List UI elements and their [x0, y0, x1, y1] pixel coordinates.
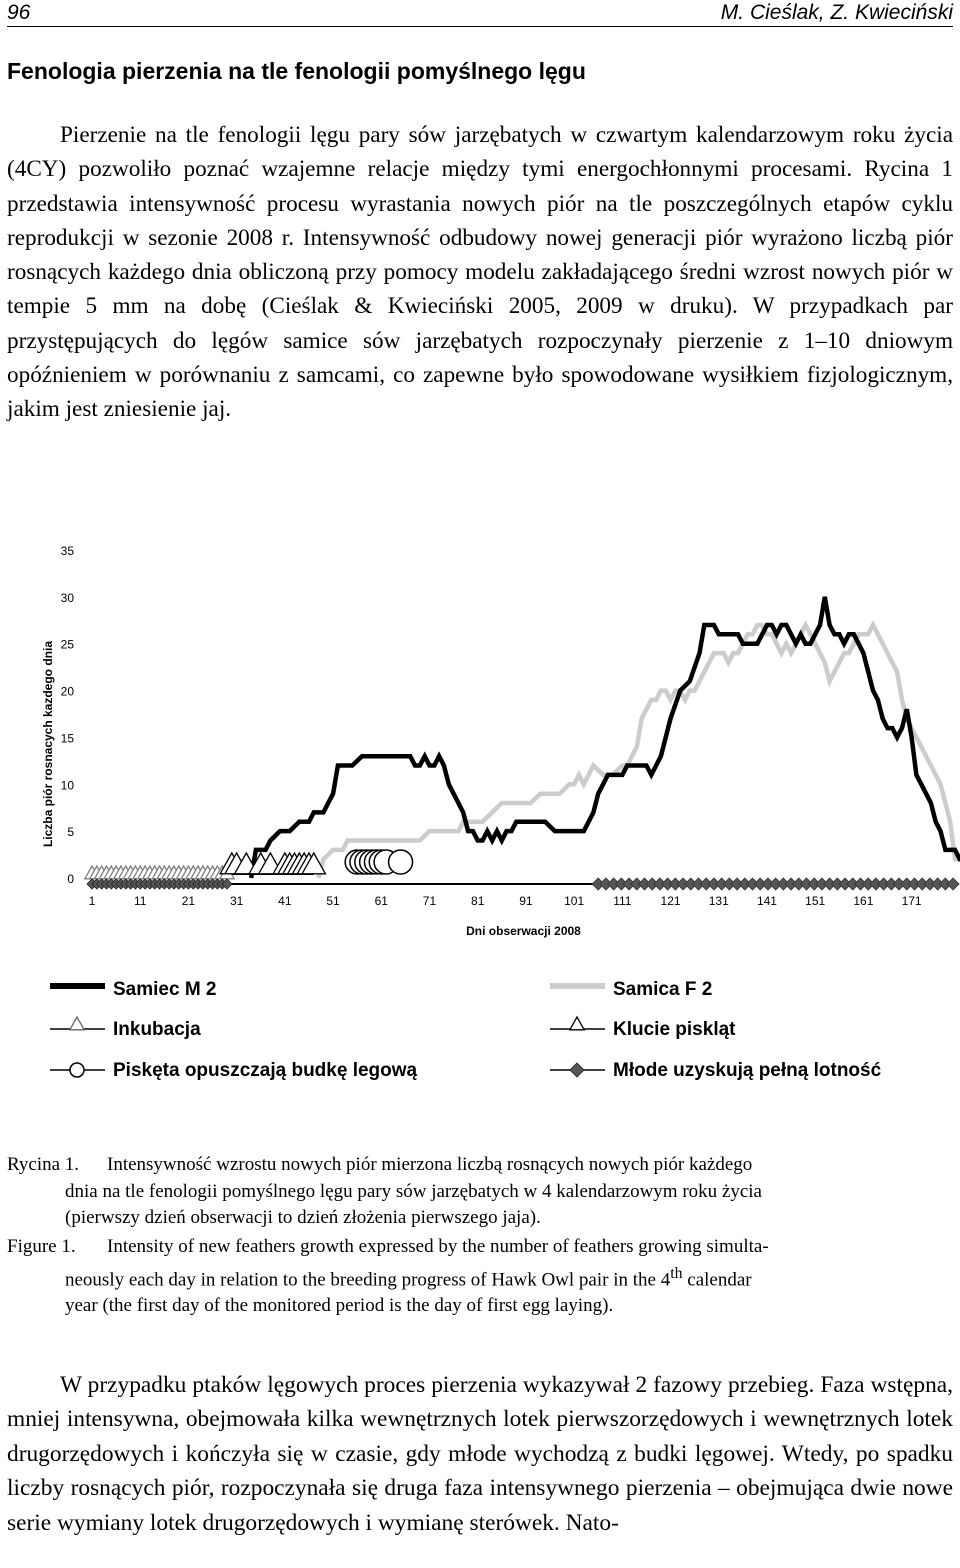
y-tick-label: 20: [60, 684, 74, 699]
y-tick-label: 0: [67, 872, 74, 886]
legend-marker: [70, 1017, 84, 1030]
x-tick-label: 1: [88, 894, 96, 908]
caption-label-en: Figure 1.: [7, 1236, 76, 1257]
x-tick-label: 111: [613, 894, 632, 908]
chart-markers: [85, 850, 959, 890]
caption-en-superscript: th: [670, 1264, 683, 1282]
fledging-marker: [389, 850, 413, 874]
x-tick-label: 51: [326, 894, 340, 908]
x-tick-label: 31: [229, 894, 244, 908]
y-axis-title: Liczba piór rosnacych kazdego dnia: [41, 640, 55, 848]
x-tick-label: 141: [756, 894, 777, 908]
caption-label-pl: Rycina 1.: [7, 1154, 80, 1175]
x-tick-label: 11: [133, 894, 147, 908]
y-tick-label: 30: [60, 590, 74, 605]
legend-label: Piskęta opuszczają budkę legową: [113, 1060, 418, 1081]
body-paragraph-2: W przypadku ptaków lęgowych proces pierzenia wykazywał 2 fazowy przebieg. Faza wstępna, mniej intensywna, obejmowała kilka wewnętrznych lotek pierwszorzędowych i wewnętrznych lotek drugorzędowych i kończyła się w czasie, gdy młode wychodzą z budki lęgowej. Wtedy, po spadku liczby rosnących piór, rozpoczynała się druga faza intensywnego pierzenia – obejmująca dwie nowe serie wymiany lotek drugorzędowych i wymianę sterówek. Nato-: [7, 1372, 953, 1536]
figure-caption-english: [7, 1234, 953, 1320]
y-tick-label: 5: [67, 825, 74, 840]
x-tick-label: 81: [471, 894, 485, 908]
feather-growth-chart: [0, 540, 960, 1100]
x-tick-label: 71: [422, 894, 437, 908]
legend-marker: [570, 1063, 584, 1077]
caption-pl-line1: Intensywność wzrostu nowych piór mierzona liczbą rosnących nowych piór każdego: [107, 1154, 753, 1175]
caption-en-line2-pre: neously each day in relation to the breeding progress of Hawk Owl pair in the 4: [65, 1268, 671, 1290]
legend-label: Młode uzyskują pełną lotność: [613, 1060, 882, 1081]
flight-marker: [947, 878, 959, 890]
page-number: 96: [7, 1, 31, 24]
figure-caption-polish: [7, 1152, 953, 1232]
x-tick-label: 101: [564, 894, 585, 908]
caption-pl-line2: dnia na tle fenologii pomyślnego lęgu pary sów jarzębatych w 4 kalendarzowym roku życia: [65, 1180, 762, 1202]
legend-marker: [70, 1063, 84, 1077]
legend-label: Inkubacja: [113, 1019, 201, 1040]
section-heading: Fenologia pierzenia na tle fenologii pomyślnego lęgu: [7, 58, 586, 84]
chart-series-lines: [251, 597, 960, 878]
caption-en-line3: year (the first day of the monitored period is the day of first egg laying).: [65, 1295, 614, 1317]
caption-en-line1: Intensity of new feathers growth expressed by the number of feathers growing simulta-: [107, 1236, 769, 1257]
x-tick-label: 151: [805, 894, 826, 908]
running-authors: M. Cieślak, Z. Kwieciński: [720, 1, 953, 24]
running-header: [7, 0, 953, 27]
x-tick-label: 161: [853, 894, 874, 908]
legend-label: Klucie piskląt: [613, 1019, 736, 1040]
x-tick-label: 41: [278, 894, 292, 908]
x-axis-title: Dni obserwacji 2008: [466, 924, 581, 938]
y-tick-label: 15: [60, 731, 74, 746]
caption-pl-line3: (pierwszy dzień obserwacji to dzień złożenia pierwszego jaja).: [65, 1207, 541, 1228]
caption-en-line2-post: calendar: [682, 1268, 752, 1290]
x-tick-label: 131: [708, 894, 729, 908]
x-tick-label: 21: [181, 894, 196, 908]
chart-legend: [50, 979, 882, 1081]
x-tick-label: 171: [901, 894, 922, 908]
legend-label: Samica F 2: [613, 979, 713, 1000]
legend-marker: [570, 1017, 584, 1030]
y-tick-label: 25: [60, 637, 74, 652]
x-tick-label: 121: [660, 894, 681, 908]
x-tick-label: 91: [519, 894, 533, 908]
y-tick-label: 35: [60, 544, 74, 558]
x-tick-label: 61: [374, 894, 388, 908]
body-paragraph-1: Pierzenie na tle fenologii lęgu pary sów jarzębatych w czwartym kalendarzowym roku życia (4CY) pozwoliło poznać wzajemne relacje między tymi energochłonnymi procesami. Rycina 1 przedstawia intensywność procesu wyrastania nowych piór na tle poszczególnych etapów cyklu reprodukcji w sezonie 2008 r. Intensywność odbudowy nowej generacji piór wyrażono liczbą piór rosnących każdego dnia obliczoną przy pomocy modelu zakładającego średni wzrost nowych piór w tempie 5 mm na dobę (Cieślak & Kwieciński 2005, 2009 w druku). W przypadkach par przystępujących do lęgów samice sów jarzębatych rozpoczynały pierzenie z 1–10 dniowym opóźnieniem w porównaniu z samcami, co zapewne było spowodowane wysiłkiem fizjologicznym, jakim jest zniesienie jaj.: [7, 122, 953, 423]
y-tick-label: 10: [60, 778, 74, 793]
legend-label: Samiec M 2: [113, 979, 217, 1000]
